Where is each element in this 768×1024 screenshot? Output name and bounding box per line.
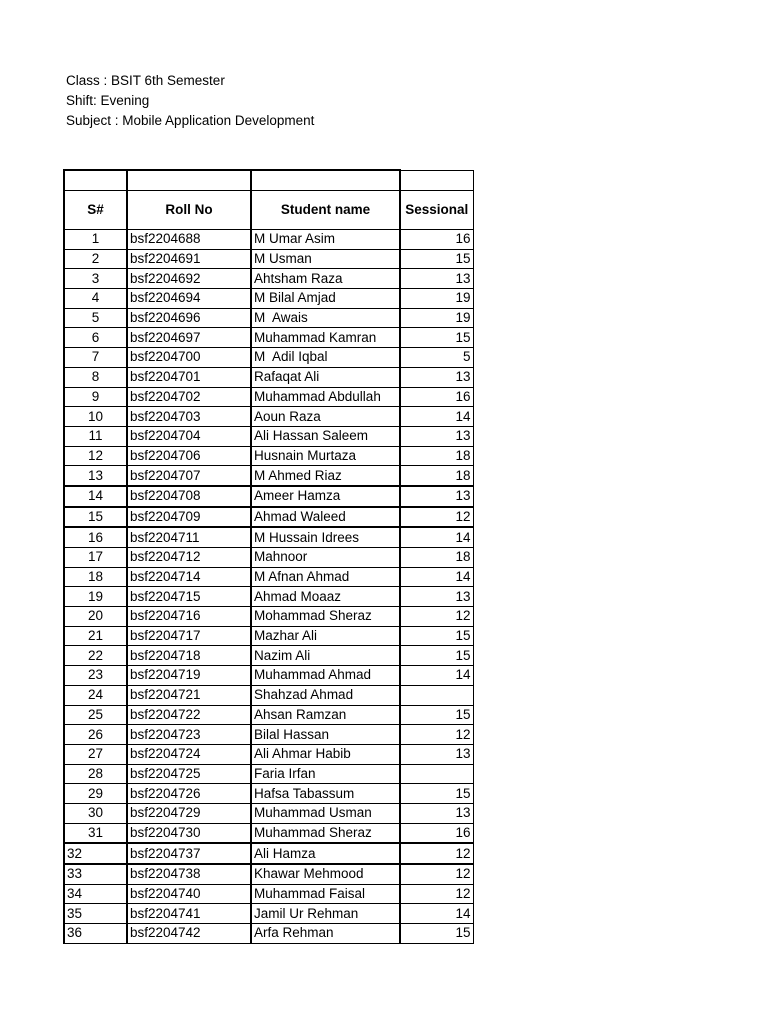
cell-sessional: 5: [400, 348, 473, 368]
cell-sn: 28: [64, 764, 127, 784]
cell-sn: 36: [64, 924, 127, 944]
cell-roll-no: bsf2204719: [127, 666, 251, 686]
cell-roll-no: bsf2204709: [127, 507, 251, 528]
cell-sessional: 18: [400, 466, 473, 486]
cell-student-name: Mohammad Sheraz: [251, 607, 400, 627]
cell-roll-no: bsf2204691: [127, 249, 251, 269]
cell-student-name: Arfa Rehman: [251, 924, 400, 944]
cell-sessional: 13: [400, 803, 473, 823]
cell-sn: 1: [64, 230, 127, 250]
column-header-sessional: Sessional: [400, 191, 473, 230]
cell-student-name: Mahnoor: [251, 548, 400, 568]
table-row: [64, 548, 473, 568]
cell-roll-no: bsf2204742: [127, 924, 251, 944]
table-row: [64, 367, 473, 387]
table-row: [64, 486, 473, 507]
cell-sn: 17: [64, 548, 127, 568]
cell-roll-no: bsf2204738: [127, 864, 251, 884]
cell-student-name: Ahmad Waleed: [251, 507, 400, 528]
table-row: [64, 348, 473, 368]
table-row: [64, 607, 473, 627]
cell-sn: 32: [64, 843, 127, 864]
table-row: [64, 387, 473, 407]
table-row: [64, 446, 473, 466]
cell-student-name: Khawar Mehmood: [251, 864, 400, 884]
cell-roll-no: bsf2204711: [127, 527, 251, 547]
table-row: [64, 685, 473, 705]
table-row: [64, 864, 473, 884]
cell-sessional: 14: [400, 527, 473, 547]
cell-roll-no: bsf2204700: [127, 348, 251, 368]
cell-student-name: Muhammad Abdullah: [251, 387, 400, 407]
cell-roll-no: bsf2204730: [127, 823, 251, 843]
cell-sessional: 14: [400, 567, 473, 587]
cell-sn: 31: [64, 823, 127, 843]
cell-student-name: Ameer Hamza: [251, 486, 400, 507]
cell-student-name: Muhammad Faisal: [251, 884, 400, 904]
table-row: [64, 666, 473, 686]
cell-sessional: 15: [400, 705, 473, 725]
cell-sn: 30: [64, 803, 127, 823]
cell-sn: 26: [64, 725, 127, 745]
cell-sn: 13: [64, 466, 127, 486]
cell-sn: 34: [64, 884, 127, 904]
cell-sn: 23: [64, 666, 127, 686]
cell-student-name: Ali Ahmar Habib: [251, 744, 400, 764]
cell-roll-no: bsf2204725: [127, 764, 251, 784]
cell-student-name: Ahtsham Raza: [251, 269, 400, 289]
cell-roll-no: bsf2204737: [127, 843, 251, 864]
cell-sn: 27: [64, 744, 127, 764]
cell-roll-no: bsf2204701: [127, 367, 251, 387]
cell-sn: 20: [64, 607, 127, 627]
cell-roll-no: bsf2204702: [127, 387, 251, 407]
cell-sn: 33: [64, 864, 127, 884]
cell-sessional: 13: [400, 367, 473, 387]
table-row: [64, 744, 473, 764]
table-row: [64, 507, 473, 528]
table-row: [64, 843, 473, 864]
cell-student-name: Nazim Ali: [251, 646, 400, 666]
cell-student-name: Muhammad Ahmad: [251, 666, 400, 686]
cell-sn: 9: [64, 387, 127, 407]
table-row: [64, 587, 473, 607]
cell-sessional: 15: [400, 626, 473, 646]
subject-line: Subject : Mobile Application Development: [66, 112, 315, 128]
cell-roll-no: bsf2204714: [127, 567, 251, 587]
cell-sessional: 15: [400, 646, 473, 666]
cell-sessional: 19: [400, 289, 473, 309]
cell-sn: 7: [64, 348, 127, 368]
cell-roll-no: bsf2204718: [127, 646, 251, 666]
cell-sn: 6: [64, 328, 127, 348]
table-row: [64, 803, 473, 823]
table-row: [64, 884, 473, 904]
cell-student-name: M Ahmed Riaz: [251, 466, 400, 486]
cell-sessional: 16: [400, 230, 473, 250]
cell-sessional: 12: [400, 507, 473, 528]
cell-student-name: Ahsan Ramzan: [251, 705, 400, 725]
cell-student-name: Muhammad Kamran: [251, 328, 400, 348]
cell-roll-no: bsf2204706: [127, 446, 251, 466]
cell-student-name: M Awais: [251, 308, 400, 328]
cell-sessional: 15: [400, 784, 473, 804]
cell-student-name: Shahzad Ahmad: [251, 685, 400, 705]
document-header: [66, 71, 314, 130]
table-row: [64, 784, 473, 804]
cell-sessional: 16: [400, 387, 473, 407]
marks-table: [63, 169, 474, 944]
cell-sessional: 12: [400, 884, 473, 904]
table-row: [64, 527, 473, 547]
cell-student-name: M Usman: [251, 249, 400, 269]
cell-student-name: Ali Hamza: [251, 843, 400, 864]
cell-roll-no: bsf2204703: [127, 407, 251, 427]
cell-sessional: 14: [400, 666, 473, 686]
cell-sn: 3: [64, 269, 127, 289]
cell-sn: 2: [64, 249, 127, 269]
table-row: [64, 705, 473, 725]
table-row: [64, 646, 473, 666]
cell-student-name: Muhammad Sheraz: [251, 823, 400, 843]
cell-student-name: Muhammad Usman: [251, 803, 400, 823]
cell-student-name: Rafaqat Ali: [251, 367, 400, 387]
cell-sessional: [400, 685, 473, 705]
cell-roll-no: bsf2204712: [127, 548, 251, 568]
cell-sn: 16: [64, 527, 127, 547]
table-row: [64, 904, 473, 924]
cell-student-name: M Bilal Amjad: [251, 289, 400, 309]
cell-roll-no: bsf2204716: [127, 607, 251, 627]
table-row: [64, 567, 473, 587]
cell-sessional: 13: [400, 486, 473, 507]
cell-roll-no: bsf2204722: [127, 705, 251, 725]
cell-sn: 14: [64, 486, 127, 507]
cell-student-name: Ahmad Moaaz: [251, 587, 400, 607]
cell-student-name: M Afnan Ahmad: [251, 567, 400, 587]
cell-roll-no: bsf2204708: [127, 486, 251, 507]
cell-sessional: [400, 764, 473, 784]
cell-sessional: 12: [400, 725, 473, 745]
cell-student-name: Jamil Ur Rehman: [251, 904, 400, 924]
column-header-student-name: Student name: [251, 191, 400, 230]
blank-row: [64, 170, 473, 191]
table-row: [64, 328, 473, 348]
table-row: [64, 466, 473, 486]
table-row: [64, 407, 473, 427]
table-row: [64, 426, 473, 446]
cell-sessional: 15: [400, 249, 473, 269]
cell-student-name: Aoun Raza: [251, 407, 400, 427]
table-row: [64, 764, 473, 784]
table-row: [64, 249, 473, 269]
cell-student-name: Hafsa Tabassum: [251, 784, 400, 804]
cell-student-name: Ali Hassan Saleem: [251, 426, 400, 446]
cell-student-name: Bilal Hassan: [251, 725, 400, 745]
cell-sn: 24: [64, 685, 127, 705]
cell-sessional: 12: [400, 843, 473, 864]
cell-sn: 22: [64, 646, 127, 666]
cell-student-name: Husnain Murtaza: [251, 446, 400, 466]
shift-line: Shift: Evening: [66, 92, 150, 108]
cell-sessional: 12: [400, 864, 473, 884]
cell-sessional: 18: [400, 548, 473, 568]
table-row: [64, 289, 473, 309]
table-row: [64, 230, 473, 250]
blank-cell: [251, 170, 400, 191]
cell-roll-no: bsf2204740: [127, 884, 251, 904]
class-line: Class : BSIT 6th Semester: [66, 73, 225, 88]
cell-sessional: 13: [400, 744, 473, 764]
cell-roll-no: bsf2204729: [127, 803, 251, 823]
cell-sn: 5: [64, 308, 127, 328]
cell-student-name: M Hussain Idrees: [251, 527, 400, 547]
cell-sn: 12: [64, 446, 127, 466]
cell-sessional: 15: [400, 328, 473, 348]
cell-sessional: 13: [400, 269, 473, 289]
cell-sn: 29: [64, 784, 127, 804]
cell-sn: 18: [64, 567, 127, 587]
cell-sn: 8: [64, 367, 127, 387]
cell-sessional: 14: [400, 904, 473, 924]
cell-student-name: M Adil Iqbal: [251, 348, 400, 368]
cell-sn: 15: [64, 507, 127, 528]
cell-sn: 10: [64, 407, 127, 427]
cell-roll-no: bsf2204704: [127, 426, 251, 446]
cell-roll-no: bsf2204715: [127, 587, 251, 607]
cell-roll-no: bsf2204697: [127, 328, 251, 348]
table-row: [64, 924, 473, 944]
blank-cell: [64, 170, 127, 191]
cell-roll-no: bsf2204726: [127, 784, 251, 804]
cell-student-name: M Umar Asim: [251, 230, 400, 250]
table-row: [64, 823, 473, 843]
cell-sessional: 15: [400, 924, 473, 944]
cell-student-name: Faria Irfan: [251, 764, 400, 784]
cell-roll-no: bsf2204692: [127, 269, 251, 289]
column-header-sn: S#: [64, 191, 127, 230]
cell-sn: 4: [64, 289, 127, 309]
table-row: [64, 626, 473, 646]
cell-sn: 11: [64, 426, 127, 446]
cell-sn: 35: [64, 904, 127, 924]
cell-sn: 21: [64, 626, 127, 646]
cell-roll-no: bsf2204724: [127, 744, 251, 764]
cell-sessional: 18: [400, 446, 473, 466]
cell-roll-no: bsf2204723: [127, 725, 251, 745]
cell-sn: 19: [64, 587, 127, 607]
cell-roll-no: bsf2204696: [127, 308, 251, 328]
cell-sessional: 19: [400, 308, 473, 328]
cell-roll-no: bsf2204707: [127, 466, 251, 486]
cell-sessional: 13: [400, 426, 473, 446]
header-row: [64, 191, 473, 230]
table-row: [64, 725, 473, 745]
blank-cell: [127, 170, 251, 191]
cell-roll-no: bsf2204694: [127, 289, 251, 309]
table-row: [64, 308, 473, 328]
column-header-roll-no: Roll No: [127, 191, 251, 230]
cell-sessional: 16: [400, 823, 473, 843]
cell-roll-no: bsf2204688: [127, 230, 251, 250]
cell-sessional: 13: [400, 587, 473, 607]
cell-roll-no: bsf2204717: [127, 626, 251, 646]
table-row: [64, 269, 473, 289]
cell-sessional: 12: [400, 607, 473, 627]
cell-sessional: 14: [400, 407, 473, 427]
cell-sn: 25: [64, 705, 127, 725]
cell-roll-no: bsf2204741: [127, 904, 251, 924]
blank-cell: [400, 170, 473, 191]
cell-roll-no: bsf2204721: [127, 685, 251, 705]
cell-student-name: Mazhar Ali: [251, 626, 400, 646]
